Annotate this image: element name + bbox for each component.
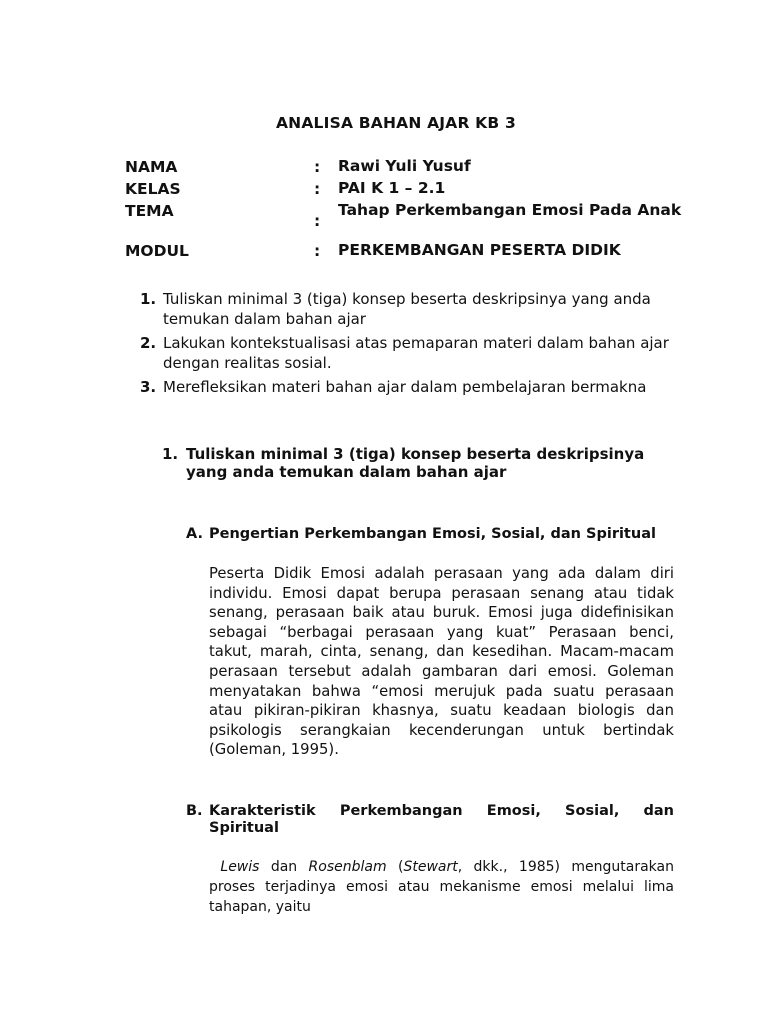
- info-label: TEMA: [125, 202, 174, 220]
- subsection-heading-a: [186, 526, 674, 543]
- subsection-title: Pengertian Perkembangan Emosi, Sosial, dan Spiritual: [209, 526, 656, 542]
- citation-author: Stewart: [403, 859, 458, 875]
- paragraph-a: Peserta Didik Emosi adalah perasaan yang ada dalam diri individu. Emosi dapat berupa perasaan senang atau tidak senang, perasaan baik atau buruk. Emosi juga didefinisikan sebagai “berbagai perasaan yang kuat” Perasaan benci, takut, marah, cinta, senang, dan kesedihan. Macam-macam perasaan tersebut adalah gambaran dari emosi. Goleman menyatakan bahwa “emosi merujuk pada suatu perasaan atau pikiran-pikiran khasnya, suatu keadaan biologis dan psikologis serangkaian kecenderungan untuk bertindak (Goleman, 1995).: [209, 565, 674, 759]
- document-title: ANALISA BAHAN AJAR KB 3: [275, 114, 516, 132]
- info-colon: :: [314, 212, 321, 230]
- info-value: Tahap Perkembangan Emosi Pada Anak: [338, 201, 682, 219]
- subsection-title-line1: Karakteristik Perkembangan Emosi, Sosial, dan: [209, 803, 674, 819]
- paragraph-text: dan: [259, 859, 309, 875]
- info-row-nama: [125, 158, 685, 180]
- subsection-title: [186, 803, 674, 837]
- identity-table: [125, 158, 685, 264]
- task-text: Merefleksikan materi bahan ajar dalam pembelajaran bermakna: [163, 378, 647, 396]
- task-text: Lakukan kontekstualisasi atas pemaparan materi dalam bahan ajar dengan realitas sosial.: [163, 334, 669, 372]
- paragraph-text: , dkk., 1985) mengutarakan proses terjadinya emosi atau mekanisme emosi melalui lima tahapan, yaitu: [209, 859, 674, 915]
- paragraph-b: [209, 857, 674, 917]
- section-title: Tuliskan minimal 3 (tiga) konsep beserta deskripsinya yang anda temukan dalam bahan ajar: [186, 445, 645, 481]
- info-row-kelas: [125, 180, 685, 202]
- info-colon: :: [314, 180, 321, 198]
- info-colon: :: [314, 158, 321, 176]
- task-item: [140, 289, 680, 329]
- section-number: 1.: [162, 445, 179, 463]
- subsection-letter: A.: [186, 526, 203, 542]
- subsection-letter: B.: [186, 803, 203, 819]
- task-item: [140, 377, 680, 397]
- subsection-title-line2: Spiritual: [209, 820, 279, 836]
- subsection-heading-b: [186, 803, 674, 837]
- info-value: Rawi Yuli Yusuf: [338, 157, 471, 175]
- info-row-tema: [125, 202, 685, 242]
- task-list: [140, 289, 680, 401]
- task-number: 3.: [140, 378, 157, 396]
- section-heading: [162, 446, 677, 481]
- info-row-modul: [125, 242, 685, 264]
- task-text: Tuliskan minimal 3 (tiga) konsep beserta deskripsinya yang anda temukan dalam bahan ajar: [163, 290, 651, 328]
- citation-author: Rosenblam: [308, 859, 387, 875]
- task-number: 1.: [140, 290, 157, 308]
- citation-author: Lewis: [220, 859, 260, 875]
- info-label: MODUL: [125, 242, 189, 260]
- task-item: [140, 333, 680, 373]
- task-number: 2.: [140, 334, 157, 352]
- info-value: PERKEMBANGAN PESERTA DIDIK: [338, 241, 621, 259]
- info-label: NAMA: [125, 158, 178, 176]
- info-value: PAI K 1 – 2.1: [338, 179, 446, 197]
- paragraph-text: (: [386, 859, 404, 875]
- info-colon: :: [314, 242, 321, 260]
- info-label: KELAS: [125, 180, 181, 198]
